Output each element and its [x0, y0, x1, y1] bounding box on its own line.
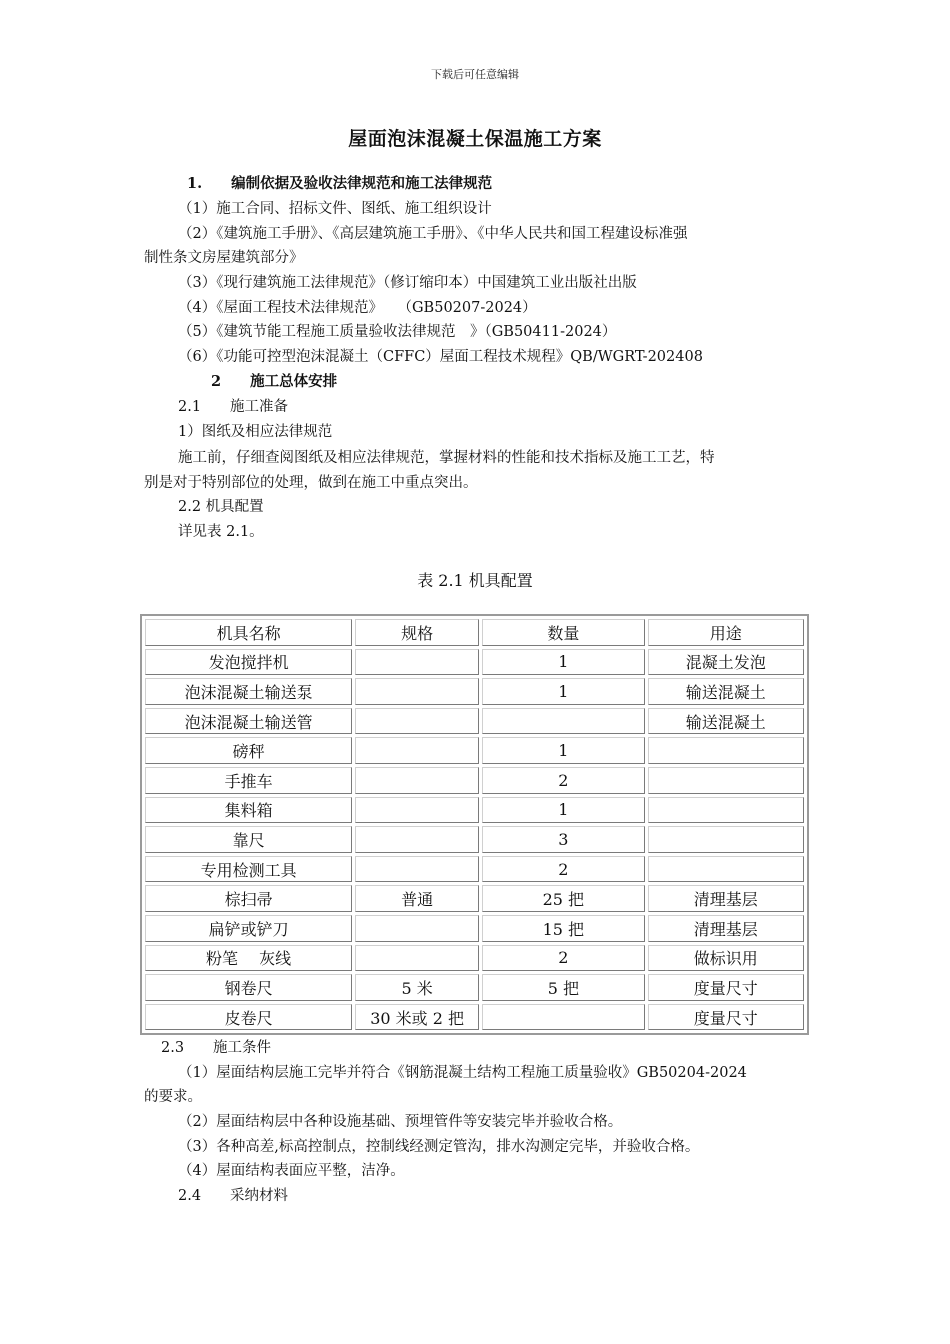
cell-quantity: 1	[482, 737, 645, 764]
cell-name: 集料箱	[145, 797, 352, 824]
cell-name: 专用检测工具	[145, 856, 352, 883]
basis-item-2-cont: 制性条文房屋建筑部分》	[144, 250, 304, 266]
condition-item-2: （2）屋面结构层中各种设施基础、预埋管件等安装完毕并验收合格。	[178, 1114, 623, 1130]
basis-item-1: （1）施工合同、招标文件、图纸、施工组织设计	[178, 201, 492, 217]
cell-name: 泡沫混凝土输送泵	[145, 678, 352, 705]
header-cell-quantity: 数量	[482, 619, 645, 646]
cell-usage: 度量尺寸	[648, 1004, 804, 1031]
cell-usage	[648, 826, 804, 853]
cell-spec	[355, 915, 479, 942]
cell-name: 钢卷尺	[145, 974, 352, 1001]
section-2-1-heading: 2.1 施工准备	[178, 399, 289, 415]
header-cell-usage: 用途	[648, 619, 804, 646]
basis-item-5: （5）《建筑节能工程施工质量验收法律规范 》（GB50411-2024）	[178, 324, 617, 340]
table-row	[145, 856, 804, 883]
document-title: 屋面泡沫混凝土保温施工方案	[348, 128, 602, 150]
table-row	[145, 678, 804, 705]
cell-quantity: 1	[482, 649, 645, 676]
cell-quantity: 1	[482, 797, 645, 824]
table-row	[145, 767, 804, 794]
cell-spec	[355, 678, 479, 705]
cell-spec	[355, 826, 479, 853]
cell-name: 皮卷尺	[145, 1004, 352, 1031]
condition-item-1: （1）屋面结构层施工完毕并符合《钢筋混凝土结构工程施工质量验收》GB50204-2024	[178, 1065, 747, 1081]
cell-usage: 混凝土发泡	[648, 649, 804, 676]
basis-item-3: （3）《现行建筑施工法律规范》（修订缩印本）中国建筑工业出版社出版	[178, 275, 637, 291]
cell-name: 扁铲或铲刀	[145, 915, 352, 942]
cell-usage	[648, 856, 804, 883]
cell-usage: 清理基层	[648, 915, 804, 942]
table-row	[145, 708, 804, 735]
cell-spec	[355, 856, 479, 883]
cell-name: 手推车	[145, 767, 352, 794]
section-2-heading: 2 施工总体安排	[211, 373, 338, 390]
page-header: 下载后可任意编辑	[431, 68, 519, 81]
cell-spec	[355, 767, 479, 794]
cell-usage: 清理基层	[648, 885, 804, 912]
section-2-3-heading: 2.3 施工条件	[161, 1040, 272, 1056]
cell-quantity	[482, 708, 645, 735]
table-row	[145, 737, 804, 764]
cell-spec	[355, 797, 479, 824]
table-row	[145, 885, 804, 912]
cell-quantity: 5 把	[482, 974, 645, 1001]
section-2-1-paragraph-line-1: 施工前，仔细查阅图纸及相应法律规范，掌握材料的性能和技术指标及施工工艺，特	[178, 450, 715, 466]
cell-spec: 5 米	[355, 974, 479, 1001]
cell-quantity: 2	[482, 856, 645, 883]
cell-name: 发泡搅拌机	[145, 649, 352, 676]
cell-quantity	[482, 1004, 645, 1031]
table-row	[145, 649, 804, 676]
section-2-2-heading: 2.2 机具配置	[178, 499, 264, 515]
basis-item-6: （6）《功能可控型泡沫混凝土（CFFC）屋面工程技术规程》QB/WGRT-202408	[178, 349, 703, 365]
cell-usage	[648, 737, 804, 764]
table-row	[145, 1004, 804, 1031]
cell-spec: 普通	[355, 885, 479, 912]
table-caption: 表 2.1 机具配置	[417, 571, 533, 590]
condition-item-3: （3）各种高差,标高控制点，控制线经测定管沟，排水沟测定完毕，并验收合格。	[178, 1139, 700, 1155]
cell-usage	[648, 797, 804, 824]
cell-name: 棕扫帚	[145, 885, 352, 912]
cell-quantity: 2	[482, 767, 645, 794]
cell-spec	[355, 708, 479, 735]
table-row	[145, 945, 804, 972]
cell-quantity: 15 把	[482, 915, 645, 942]
table-reference: 详见表 2.1。	[178, 524, 264, 540]
condition-item-1-cont: 的要求。	[144, 1089, 202, 1105]
basis-item-2: （2）《建筑施工手册》、《高层建筑施工手册》、《中华人民共和国工程建设标准强	[178, 226, 688, 242]
cell-name: 靠尺	[145, 826, 352, 853]
basis-item-4: （4）《屋面工程技术法律规范》 （GB50207-2024）	[178, 300, 537, 316]
cell-spec	[355, 945, 479, 972]
table-row	[145, 797, 804, 824]
cell-usage: 输送混凝土	[648, 678, 804, 705]
cell-name: 磅秤	[145, 737, 352, 764]
header-cell-spec: 规格	[355, 619, 479, 646]
cell-name: 粉笔 灰线	[145, 945, 352, 972]
cell-spec	[355, 649, 479, 676]
table-header-row	[145, 619, 804, 646]
cell-name: 泡沫混凝土输送管	[145, 708, 352, 735]
equipment-table	[140, 614, 809, 1035]
cell-usage: 度量尺寸	[648, 974, 804, 1001]
section-1-heading: 1. 编制依据及验收法律规范和施工法律规范	[187, 175, 493, 192]
cell-quantity: 25 把	[482, 885, 645, 912]
section-2-1-paragraph-line-2: 别是对于特别部位的处理，做到在施工中重点突出。	[144, 475, 478, 491]
section-2-4-heading: 2.4 采纳材料	[178, 1188, 289, 1204]
cell-quantity: 1	[482, 678, 645, 705]
cell-quantity: 3	[482, 826, 645, 853]
cell-usage: 做标识用	[648, 945, 804, 972]
section-2-1-subheading: 1）图纸及相应法律规范	[178, 424, 333, 440]
cell-usage	[648, 767, 804, 794]
table-row	[145, 826, 804, 853]
table-row	[145, 974, 804, 1001]
cell-quantity: 2	[482, 945, 645, 972]
condition-item-4: （4）屋面结构表面应平整，洁净。	[178, 1163, 405, 1179]
cell-spec	[355, 737, 479, 764]
header-cell-name: 机具名称	[145, 619, 352, 646]
cell-usage: 输送混凝土	[648, 708, 804, 735]
cell-spec: 30 米或 2 把	[355, 1004, 479, 1031]
table-row	[145, 915, 804, 942]
